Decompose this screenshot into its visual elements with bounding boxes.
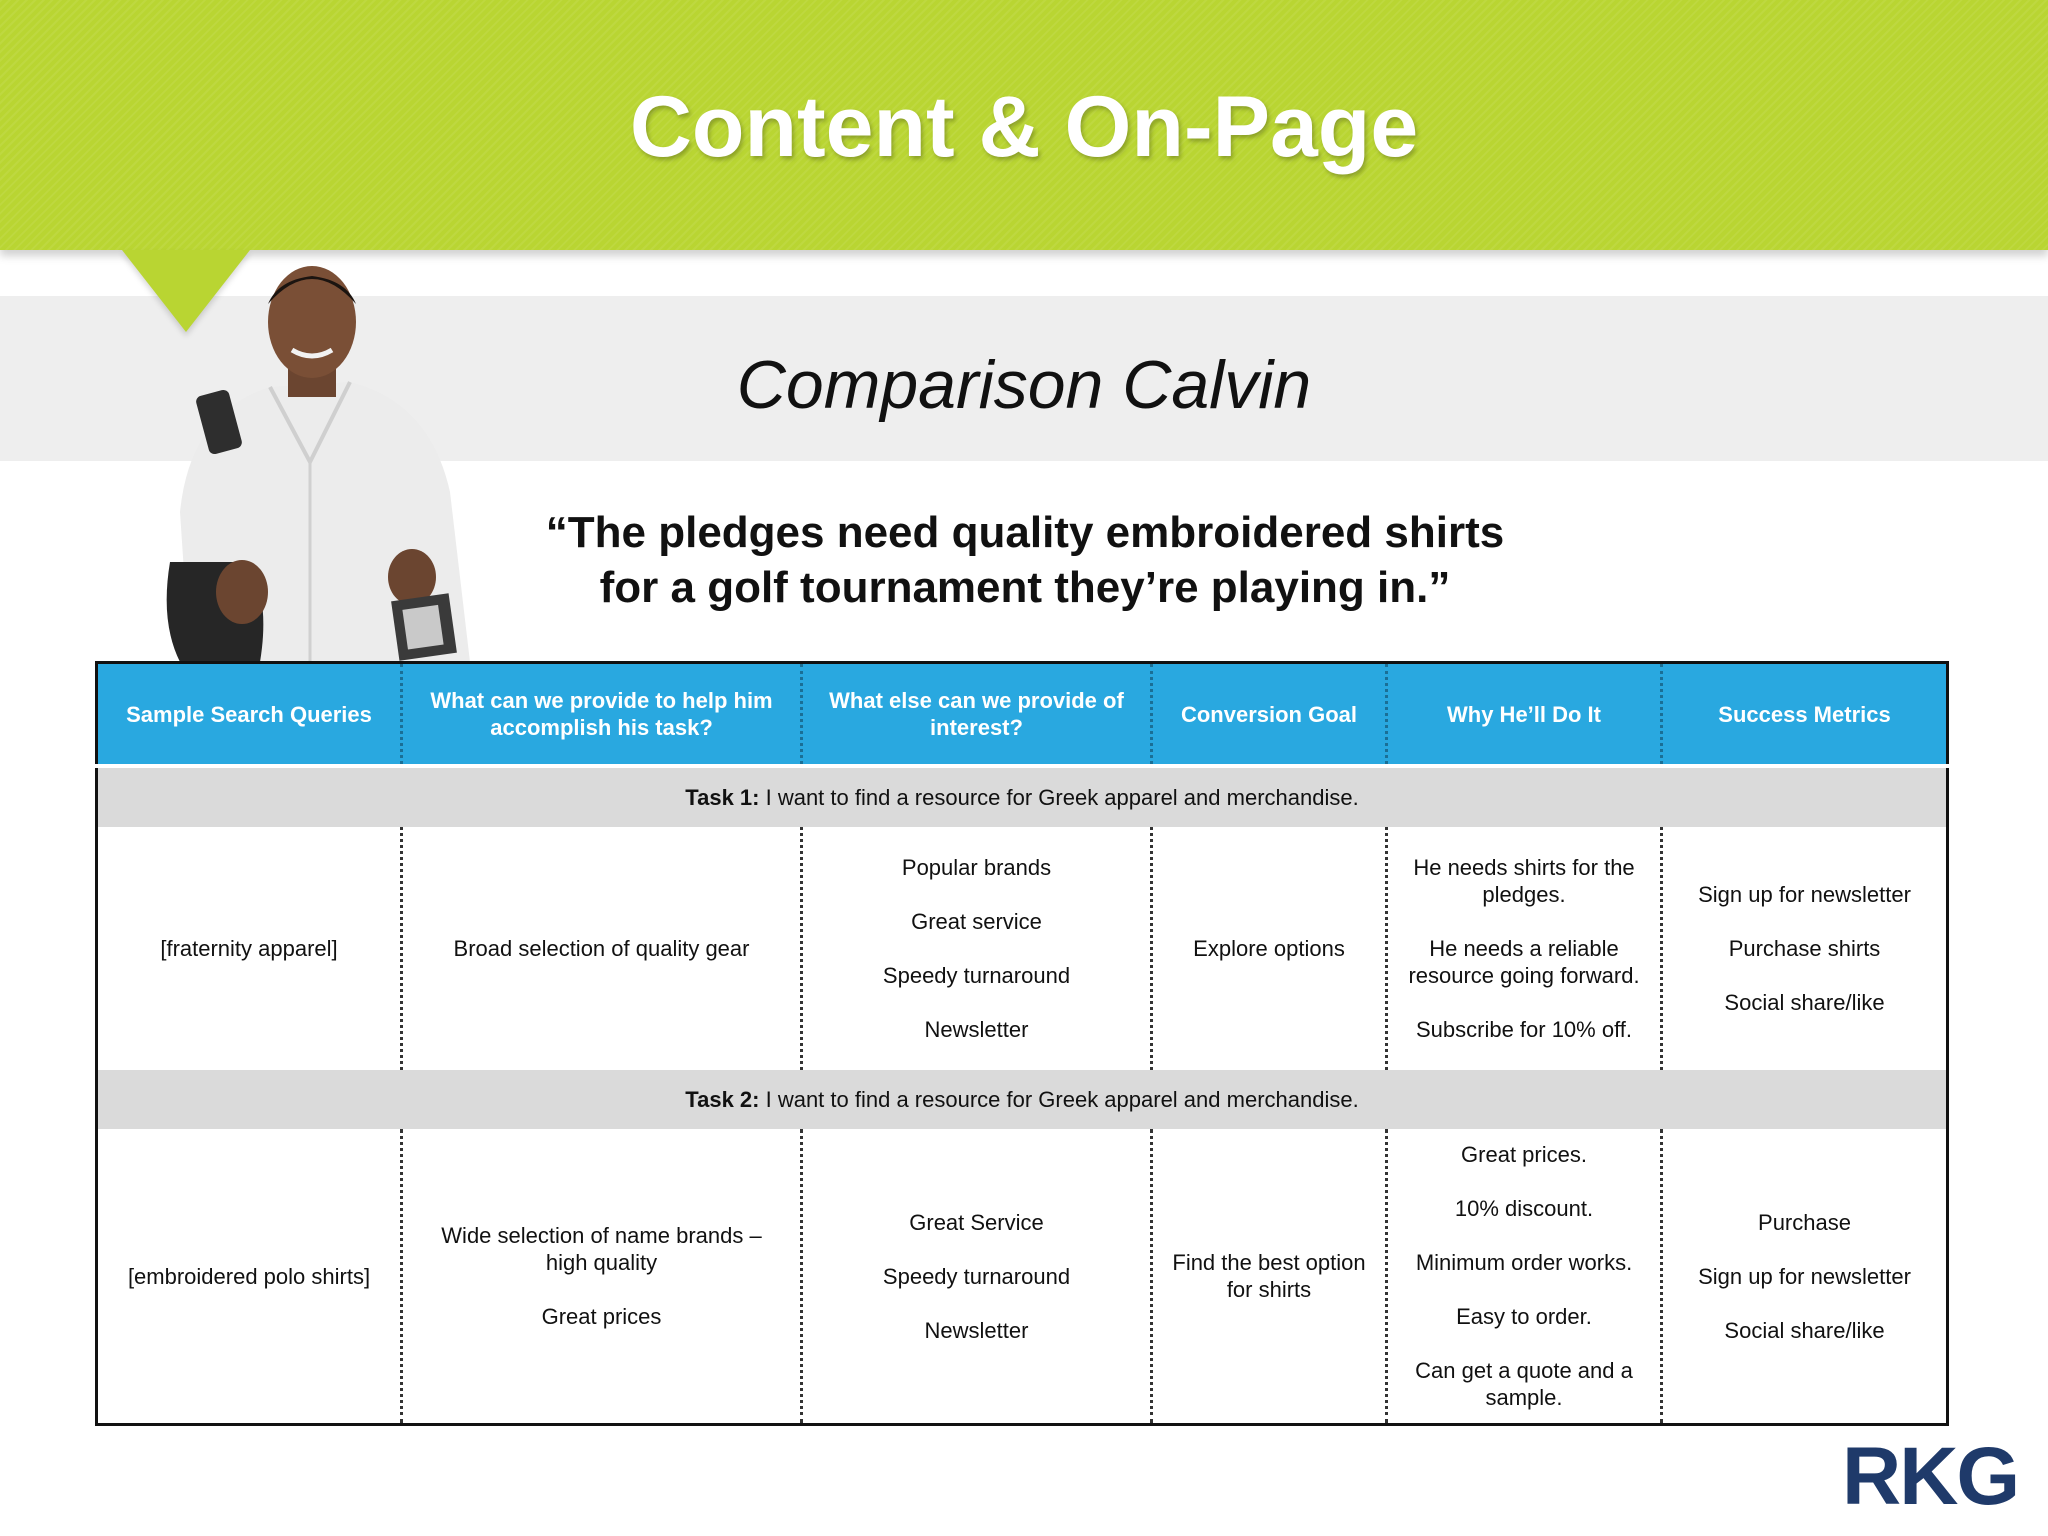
cell-text: Find the best option for shirts bbox=[1172, 1250, 1366, 1303]
table-header-row bbox=[97, 663, 1948, 767]
else-cell bbox=[802, 1129, 1152, 1424]
cell-text: Newsletter bbox=[924, 1317, 1029, 1343]
task-row-1 bbox=[97, 766, 1948, 827]
why-cell bbox=[1387, 827, 1662, 1070]
metrics-cell bbox=[1662, 1129, 1948, 1424]
query-cell: [embroidered polo shirts] bbox=[127, 1263, 371, 1289]
header-provide: What can we provide to help him accomplish his task? bbox=[402, 663, 802, 767]
cell-text: Minimum order works. bbox=[1415, 1250, 1633, 1276]
cell-text: Popular brands bbox=[901, 855, 1052, 881]
persona-photo bbox=[150, 262, 520, 662]
provide-cell bbox=[402, 827, 802, 1070]
cell-text: Purchase shirts bbox=[1728, 936, 1881, 962]
task-row-2 bbox=[97, 1070, 1948, 1129]
cell-text: Sign up for newsletter bbox=[1698, 1263, 1911, 1289]
cell-text: Easy to order. bbox=[1456, 1304, 1592, 1330]
quote-line-1: “The pledges need quality embroidered shirts bbox=[545, 508, 1505, 557]
header-success-metrics: Success Metrics bbox=[1662, 663, 1948, 767]
header-conversion-goal: Conversion Goal bbox=[1152, 663, 1387, 767]
cell-text: He needs a reliable resource going forward. bbox=[1408, 936, 1640, 989]
goal-cell bbox=[1152, 827, 1387, 1070]
header-else: What else can we provide of interest? bbox=[802, 663, 1152, 767]
cell-text: Broad selection of quality gear bbox=[453, 936, 750, 962]
header-sample-queries: Sample Search Queries bbox=[97, 663, 402, 767]
task-2-label: Task 2: I want to find a resource for Greek apparel and merchandise. bbox=[97, 1070, 1948, 1129]
why-cell bbox=[1387, 1129, 1662, 1424]
cell-text: Newsletter bbox=[924, 1017, 1029, 1043]
cell-text: Sign up for newsletter bbox=[1698, 882, 1911, 908]
quote-line-2: for a golf tournament they’re playing in.” bbox=[599, 563, 1451, 612]
else-cell bbox=[802, 827, 1152, 1070]
cell-text: He needs shirts for the pledges. bbox=[1413, 855, 1635, 908]
metrics-cell bbox=[1662, 827, 1948, 1070]
table-row bbox=[97, 1129, 1948, 1424]
header-why: Why He’ll Do It bbox=[1387, 663, 1662, 767]
query-cell: [fraternity apparel] bbox=[160, 936, 338, 962]
task-1-label: Task 1: I want to find a resource for Greek apparel and merchandise. bbox=[97, 766, 1948, 827]
cell-text: Purchase bbox=[1758, 1209, 1851, 1235]
cell-text: Subscribe for 10% off. bbox=[1415, 1017, 1633, 1043]
provide-cell bbox=[402, 1129, 802, 1424]
cell-text: Great service bbox=[911, 909, 1042, 935]
rkg-logo: RKG bbox=[1842, 1431, 2019, 1522]
title-banner bbox=[0, 0, 2048, 250]
cell-text: Social share/like bbox=[1724, 1317, 1885, 1343]
persona-quote bbox=[500, 505, 1550, 615]
cell-text: Great prices. bbox=[1461, 1142, 1587, 1168]
content-strategy-table bbox=[95, 661, 1949, 1426]
cell-text: Speedy turnaround bbox=[882, 1263, 1071, 1289]
cell-text: Speedy turnaround bbox=[882, 963, 1071, 989]
goal-cell bbox=[1152, 1129, 1387, 1424]
cell-text: Social share/like bbox=[1724, 990, 1885, 1016]
slide-title: Content & On-Page bbox=[629, 79, 1419, 175]
persona-name: Comparison Calvin bbox=[736, 347, 1312, 423]
cell-text: 10% discount. bbox=[1454, 1196, 1594, 1222]
cell-text: Explore options bbox=[1193, 936, 1345, 962]
cell-text: Can get a quote and a sample. bbox=[1415, 1358, 1633, 1411]
cell-text: Wide selection of name brands – high quality bbox=[441, 1223, 762, 1276]
cell-text: Great prices bbox=[541, 1304, 662, 1330]
table-row bbox=[97, 827, 1948, 1070]
cell-text: Great Service bbox=[909, 1209, 1044, 1235]
